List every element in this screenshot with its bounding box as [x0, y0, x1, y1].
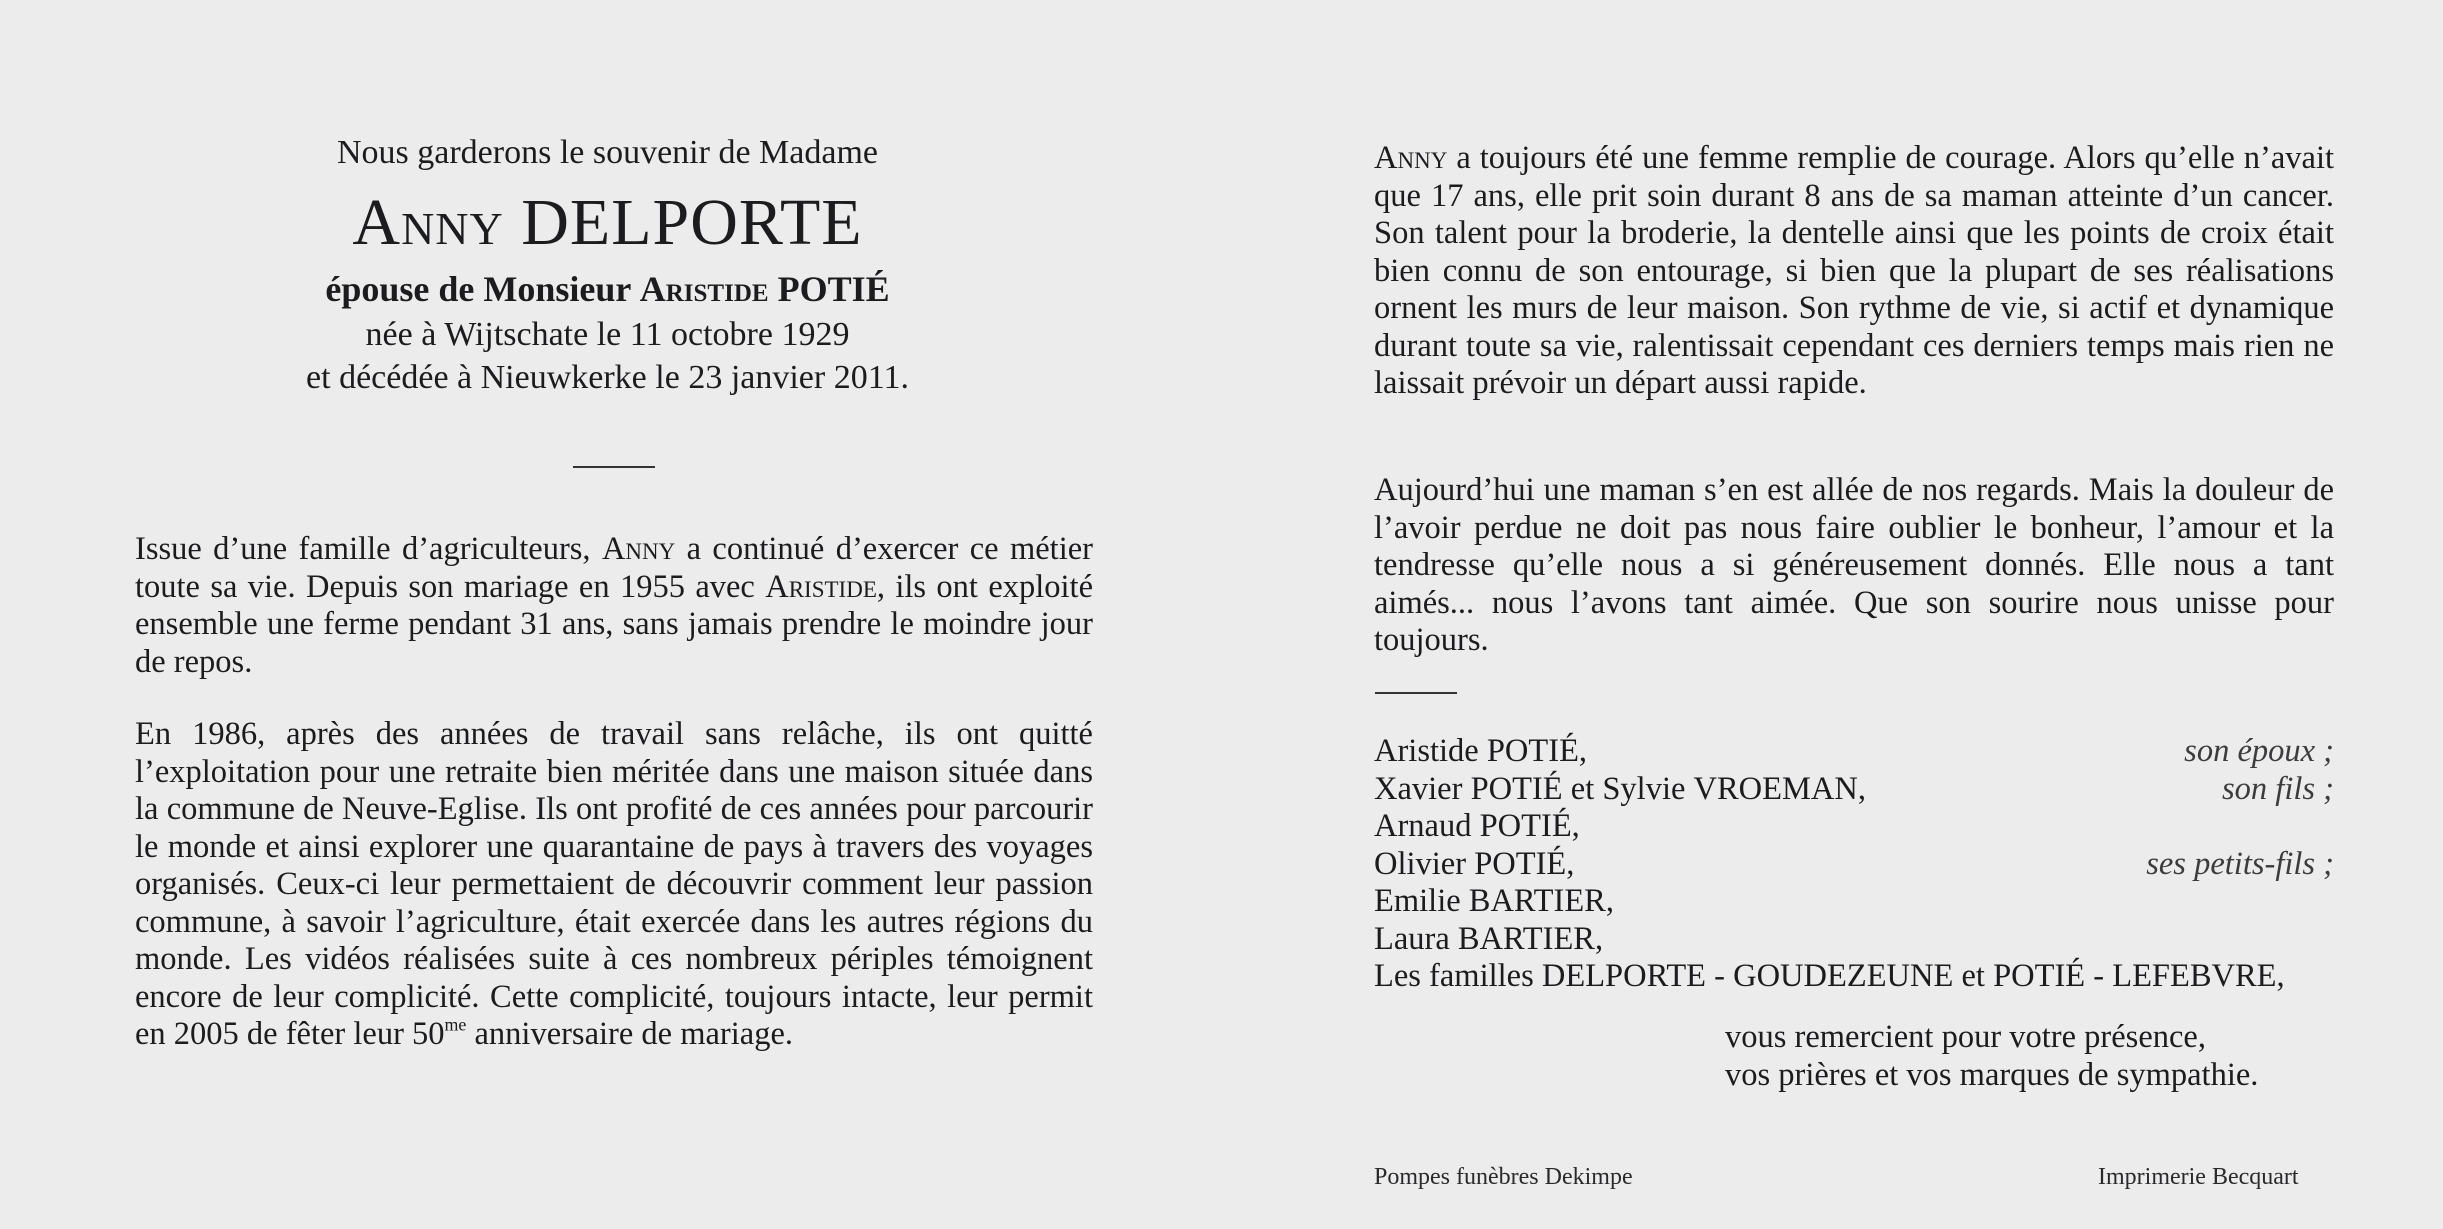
family-name: Xavier POTIÉ et Sylvie VROEMAN,: [1374, 770, 1866, 807]
divider-left: [573, 466, 655, 468]
deceased-last-name: DELPORTE: [521, 186, 863, 259]
biography-paragraph-3: [1374, 140, 2334, 403]
list-item: [1374, 771, 2334, 809]
deceased-name: [135, 181, 1080, 265]
families-line: Les familles DELPORTE - GOUDEZEUNE et POTIÉ - LEFEBVRE,: [1374, 958, 2285, 994]
p1-text-c: , ils ont exploité ensemble une ferme pendant 31 ans, sans jamais prendre le moindre jour de repos.: [135, 568, 1094, 680]
p2-text-b: anniversaire de mariage.: [474, 1016, 793, 1052]
funeral-home: Pompes funèbres Dekimpe: [1374, 1164, 1633, 1190]
family-list: [1374, 733, 2334, 996]
spouse-first-name: Aristide: [639, 269, 769, 309]
biography-paragraph-1: [135, 531, 1093, 681]
family-name: Arnaud POTIÉ,: [1374, 808, 1580, 844]
list-item: [1374, 808, 2334, 846]
family-name: Emilie BARTIER,: [1374, 883, 1614, 919]
family-name: Laura BARTIER,: [1374, 920, 1604, 957]
spouse-prefix: épouse de Monsieur: [325, 269, 631, 309]
p4-text: Aujourd’hui une maman s’en est allée de nos regards. Mais la douleur de l’avoir perdue ne doit pas nous faire oublier le bonheur, l’amour et la tendresse qu’elle nous a si généreusement donnés. Elle nous a tant aimés... nous l’avons tant aimée. Que son sourire nous unisse pour toujours.: [1374, 472, 2334, 658]
p2-superscript: me: [444, 1014, 467, 1035]
divider-right: [1375, 692, 1457, 694]
printer: Imprimerie Becquart: [2098, 1164, 2299, 1190]
deceased-first-name: Anny: [352, 186, 504, 259]
biography-paragraph-2: [135, 716, 1093, 1054]
p3-text: a toujours été une femme remplie de courage. Alors qu’elle n’avait que 17 ans, elle prit soin durant 8 ans de sa maman atteinte d’un cancer. Son talent pour la broderie, la dentelle ainsi que les points de croix était bien connu de son entourage, si bien que la plupart de ses réalisations ornent les murs de leur maison. Son rythme de vie, si actif et dynamique durant toute sa vie, ralentissait cependant ces derniers temps mais rien ne laissait prévoir un départ aussi rapide.: [1374, 140, 2335, 401]
list-item: [1374, 921, 2334, 959]
p1-text-a: Issue d’une famille d’agriculteurs,: [135, 531, 591, 567]
family-name: Olivier POTIÉ,: [1374, 845, 1575, 882]
thanks-text: [1725, 1018, 2258, 1094]
p1-text-b: a continué d’exercer ce métier toute sa vie. Depuis son mariage en 1955 avec: [135, 531, 1093, 605]
death-line: et décédée à Nieuwkerke le 23 janvier 2011.: [306, 359, 909, 396]
spouse-last-name: POTIÉ: [777, 269, 890, 309]
thanks-line-2: vos prières et vos marques de sympathie.: [1725, 1057, 2259, 1093]
list-item: [1374, 883, 2334, 921]
thanks-line-1: vous remercient pour votre présence,: [1725, 1019, 2206, 1055]
memorial-header: [135, 125, 1080, 399]
family-name: Aristide POTIÉ,: [1374, 733, 1588, 769]
family-relation: son fils ;: [2222, 770, 2334, 807]
p3-name-anny: Anny: [1374, 140, 1448, 176]
family-relation: ses petits-fils ;: [2146, 845, 2334, 882]
biography-paragraph-4: [1374, 472, 2334, 660]
spouse-line: [135, 265, 1080, 313]
p1-name-anny: Anny: [601, 531, 676, 567]
p1-name-aristide: Aristide: [765, 568, 877, 605]
list-item: [1374, 733, 2334, 771]
family-relation: son époux ;: [2184, 733, 2334, 769]
p2-text-a: En 1986, après des années de travail sans relâche, ils ont quitté l’exploitation pour une retraite bien méritée dans une maison située dans la commune de Neuve-Eglise. Ils ont profité de ces années pour parcourir le monde et ainsi explorer une quarantaine de pays à travers des voyages organisés. Ceux-ci leur permettaient de découvrir comment leur passion commune, à savoir l’agriculture, était exercée dans les autres régions du monde. Les vidéos réalisées suite à ces nombreux périples témoignent encore de leur complicité. Cette complicité, toujours intacte, leur permit en 2005 de fêter leur 50: [135, 716, 1093, 1052]
birth-line: née à Wijtschate le 11 octobre 1929: [365, 316, 850, 353]
list-item: [1374, 846, 2334, 884]
intro-line: Nous garderons le souvenir de Madame: [336, 134, 878, 171]
